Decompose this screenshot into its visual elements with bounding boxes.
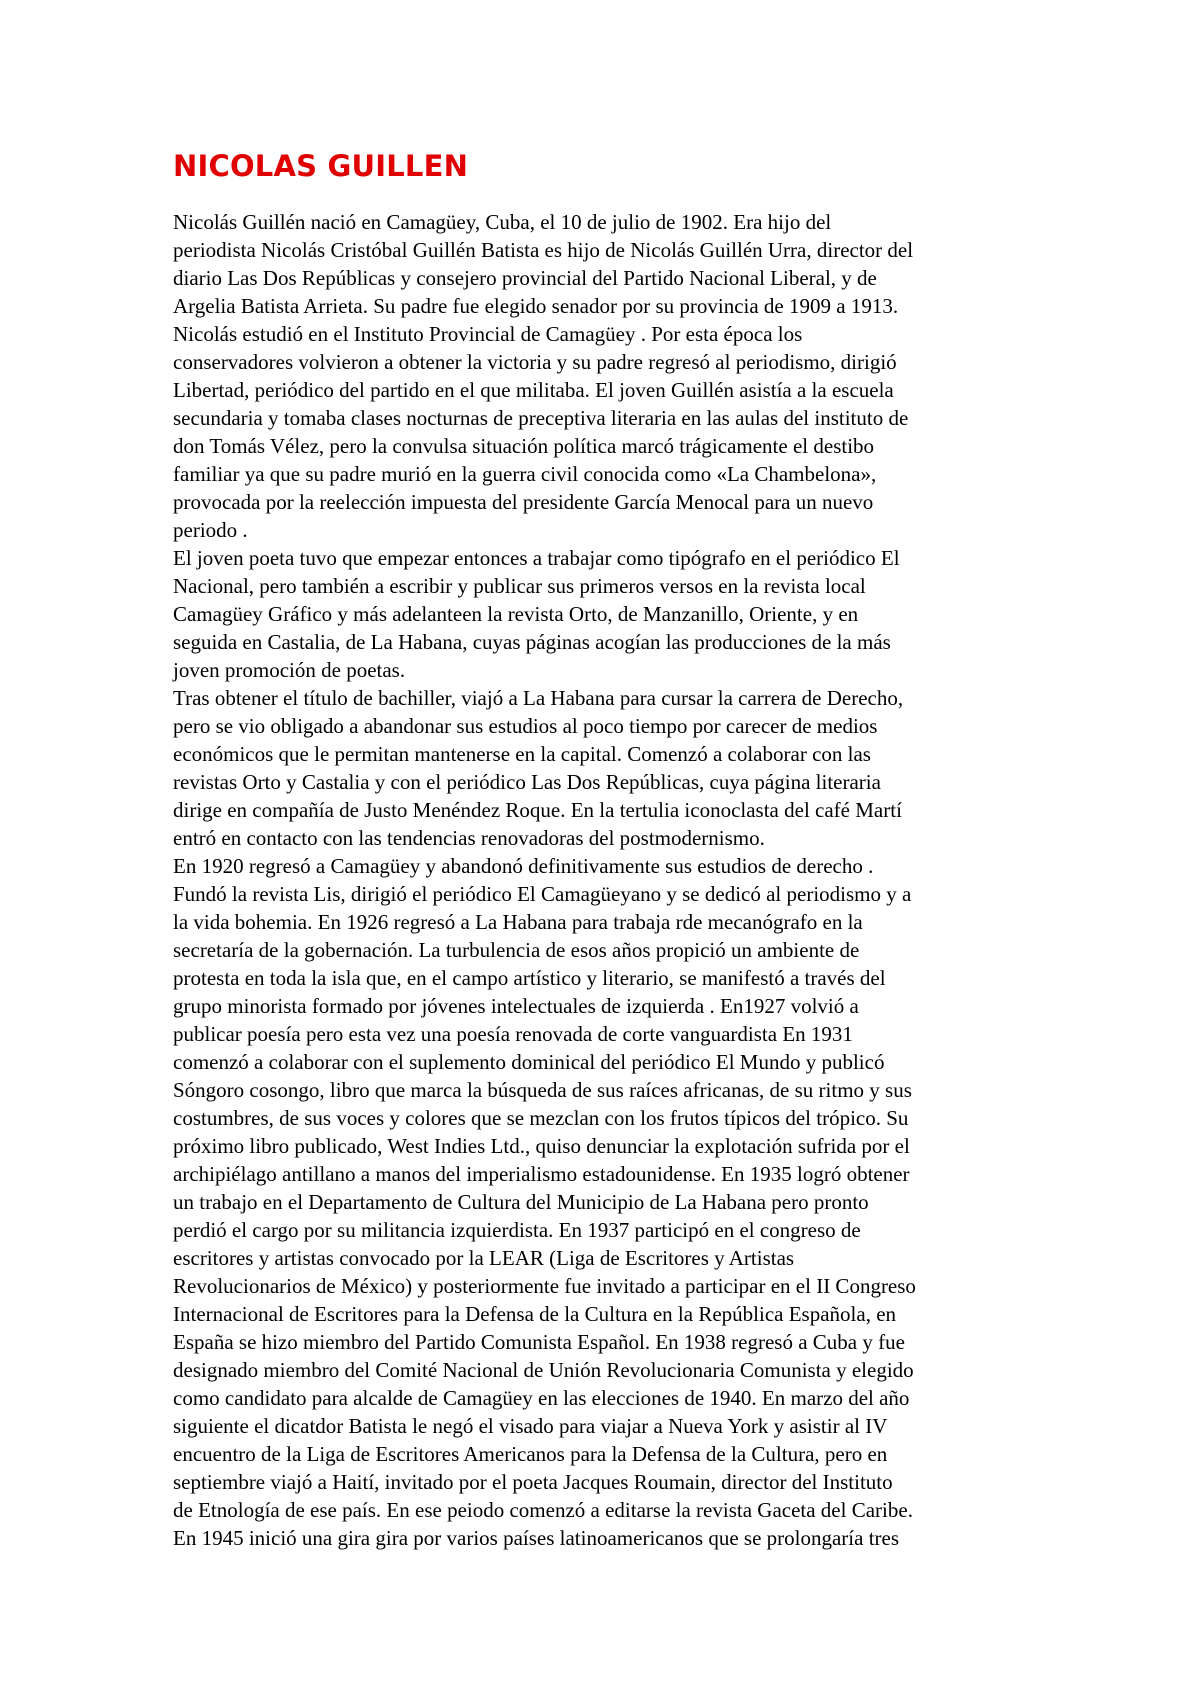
body-text-line: conservadores volvieron a obtener la victoria y su padre regresó al periodismo, dirigió: [173, 350, 897, 374]
body-text-line: secundaria y tomaba clases nocturnas de preceptiva literaria en las aulas del instituto de: [173, 406, 909, 430]
body-text-line: revistas Orto y Castalia y con el periódico Las Dos Repúblicas, cuya página literaria: [173, 770, 881, 794]
body-text-line: archipiélago antillano a manos del imperialismo estadounidense. En 1935 logró obtener: [173, 1162, 910, 1186]
body-text-line: Nacional, pero también a escribir y publicar sus primeros versos en la revista local: [173, 574, 866, 598]
body-text-line: como candidato para alcalde de Camagüey en las elecciones de 1940. En marzo del año: [173, 1386, 910, 1410]
body-text-line: En 1920 regresó a Camagüey y abandonó definitivamente sus estudios de derecho .: [173, 854, 874, 878]
body-text-line: familiar ya que su padre murió en la guerra civil conocida como «La Chambelona»,: [173, 462, 877, 486]
body-text-line: periodo .: [173, 518, 248, 542]
body-text-line: Revolucionarios de México) y posteriormente fue invitado a participar en el II Congreso: [173, 1274, 916, 1298]
body-text-line: don Tomás Vélez, pero la convulsa situación política marcó trágicamente el destibo: [173, 434, 875, 458]
body-text-line: septiembre viajó a Haití, invitado por el poeta Jacques Roumain, director del Instituto: [173, 1470, 893, 1494]
body-text-line: protesta en toda la isla que, en el campo artístico y literario, se manifestó a través del: [173, 966, 886, 990]
body-text-line: En 1945 inició una gira gira por varios países latinoamericanos que se prolongaría tres: [173, 1526, 900, 1550]
body-text-line: provocada por la reelección impuesta del presidente García Menocal para un nuevo: [173, 490, 874, 514]
document-body: [173, 208, 1043, 1552]
body-text-line: España se hizo miembro del Partido Comunista Español. En 1938 regresó a Cuba y fue: [173, 1330, 905, 1354]
body-text-line: económicos que le permitan mantenerse en la capital. Comenzó a colaborar con las: [173, 742, 871, 766]
body-text-line: publicar poesía pero esta vez una poesía renovada de corte vanguardista En 1931: [173, 1022, 853, 1046]
body-text-line: siguiente el dicatdor Batista le negó el visado para viajar a Nueva York y asistir al IV: [173, 1414, 888, 1438]
body-text-line: dirige en compañía de Justo Menéndez Roque. En la tertulia iconoclasta del café Martí: [173, 798, 902, 822]
body-text-line: próximo libro publicado, West Indies Ltd., quiso denunciar la explotación sufrida por el: [173, 1134, 910, 1158]
body-text-line: comenzó a colaborar con el suplemento dominical del periódico El Mundo y publicó: [173, 1050, 885, 1074]
body-text-line: secretaría de la gobernación. La turbulencia de esos años propició un ambiente de: [173, 938, 860, 962]
body-text-line: seguida en Castalia, de La Habana, cuyas páginas acogían las producciones de la más: [173, 630, 891, 654]
body-text-line: la vida bohemia. En 1926 regresó a La Habana para trabaja rde mecanógrafo en la: [173, 910, 863, 934]
body-text-line: escritores y artistas convocado por la LEAR (Liga de Escritores y Artistas: [173, 1246, 795, 1270]
body-text-line: Internacional de Escritores para la Defensa de la Cultura en la República Española, en: [173, 1302, 897, 1326]
body-text-line: encuentro de la Liga de Escritores Americanos para la Defensa de la Cultura, pero en: [173, 1442, 888, 1466]
body-text-line: Argelia Batista Arrieta. Su padre fue elegido senador por su provincia de 1909 a 1913.: [173, 294, 899, 318]
body-text-line: joven promoción de poetas.: [173, 658, 406, 682]
body-text-line: Fundó la revista Lis, dirigió el periódico El Camagüeyano y se dedicó al periodismo y a: [173, 882, 912, 906]
body-text-line: grupo minorista formado por jóvenes intelectuales de izquierda . En1927 volvió a: [173, 994, 859, 1018]
body-text-line: Nicolás estudió en el Instituto Provincial de Camagüey . Por esta época los: [173, 322, 803, 346]
body-text-line: designado miembro del Comité Nacional de Unión Revolucionaria Comunista y elegido: [173, 1358, 914, 1382]
body-text-line: de Etnología de ese país. En ese peiodo comenzó a editarse la revista Gaceta del Caribe.: [173, 1498, 913, 1522]
body-text-line: Tras obtener el título de bachiller, viajó a La Habana para cursar la carrera de Derecho,: [173, 686, 904, 710]
body-text-line: Libertad, periódico del partido en el que militaba. El joven Guillén asistía a la escuela: [173, 378, 894, 402]
body-text-line: Sóngoro cosongo, libro que marca la búsqueda de sus raíces africanas, de su ritmo y sus: [173, 1078, 912, 1102]
body-text-line: perdió el cargo por su militancia izquierdista. En 1937 participó en el congreso de: [173, 1218, 861, 1242]
body-text-line: costumbres, de sus voces y colores que se mezclan con los frutos típicos del trópico. Su: [173, 1106, 909, 1130]
document-title: NICOLAS GUILLEN: [173, 149, 469, 183]
body-text-line: El joven poeta tuvo que empezar entonces a trabajar como tipógrafo en el periódico El: [173, 546, 900, 570]
body-text-line: pero se vio obligado a abandonar sus estudios al poco tiempo por carecer de medios: [173, 714, 878, 738]
body-text-line: diario Las Dos Repúblicas y consejero provincial del Partido Nacional Liberal, y de: [173, 266, 877, 290]
body-text-line: periodista Nicolás Cristóbal Guillén Batista es hijo de Nicolás Guillén Urra, director del: [173, 238, 914, 262]
body-text-line: Camagüey Gráfico y más adelanteen la revista Orto, de Manzanillo, Oriente, y en: [173, 602, 859, 626]
body-text-line: un trabajo en el Departamento de Cultura del Municipio de La Habana pero pronto: [173, 1190, 869, 1214]
body-text-line: entró en contacto con las tendencias renovadoras del postmodernismo.: [173, 826, 765, 850]
body-text-line: Nicolás Guillén nació en Camagüey, Cuba, el 10 de julio de 1902. Era hijo del: [173, 210, 832, 234]
